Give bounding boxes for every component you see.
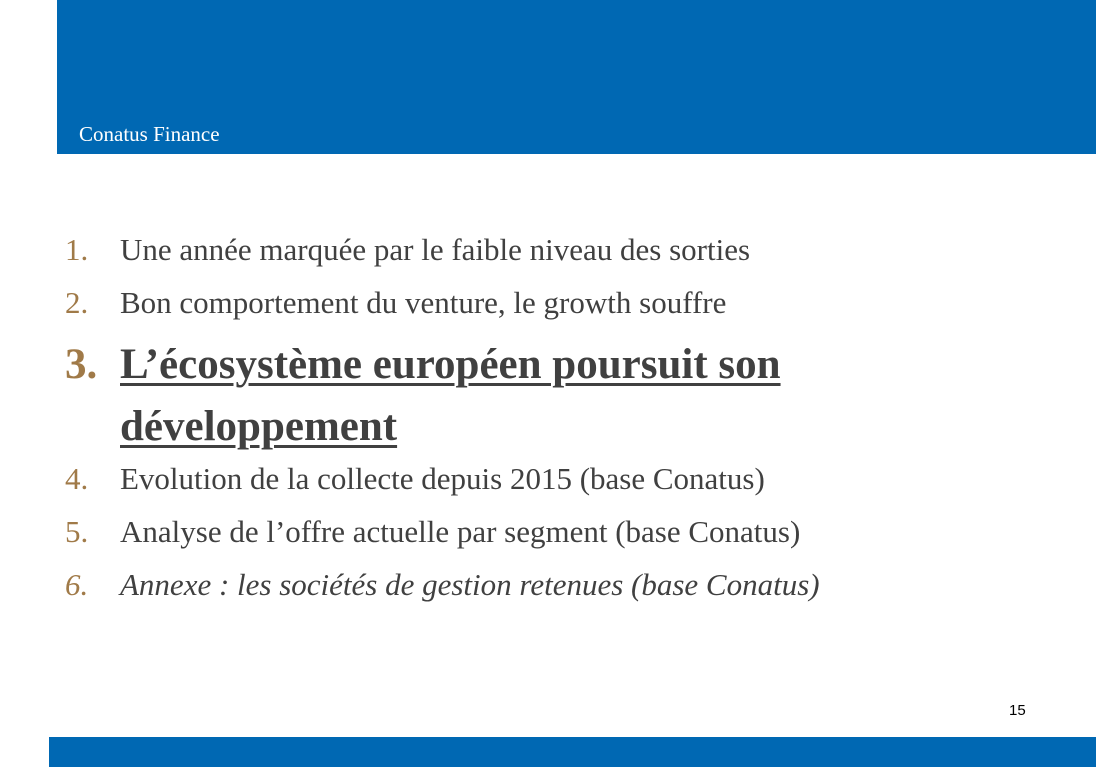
agenda-list (65, 228, 1005, 616)
bottom-banner (49, 737, 1096, 767)
agenda-item-number: 3. (65, 341, 98, 388)
agenda-item-number: 5. (65, 514, 89, 549)
agenda-item-6 (65, 563, 1005, 607)
agenda-item-2 (65, 281, 1005, 325)
agenda-item-5 (65, 510, 1005, 554)
agenda-item-number: 1. (65, 232, 89, 267)
agenda-item-3-current (65, 334, 1005, 458)
brand-name: Conatus Finance (79, 122, 220, 146)
top-banner (57, 0, 1096, 154)
agenda-item-number: 6. (65, 567, 89, 602)
agenda-item-text: Annexe : les sociétés de gestion retenues (base Conatus) (120, 567, 820, 602)
agenda-item-1 (65, 228, 1005, 272)
agenda-item-number: 2. (65, 285, 89, 320)
page-number: 15 (1009, 702, 1026, 719)
agenda-item-text: Analyse de l’offre actuelle par segment (base Conatus) (120, 514, 801, 549)
agenda-item-text: Bon comportement du venture, le growth souffre (120, 285, 727, 320)
agenda-item-text: Une année marquée par le faible niveau des sorties (120, 232, 751, 267)
agenda-item-text: Evolution de la collecte depuis 2015 (base Conatus) (120, 461, 765, 496)
agenda-item-number: 4. (65, 461, 89, 496)
agenda-item-text: L’écosystème européen poursuit son développement (120, 341, 781, 450)
agenda-item-4 (65, 457, 1005, 501)
